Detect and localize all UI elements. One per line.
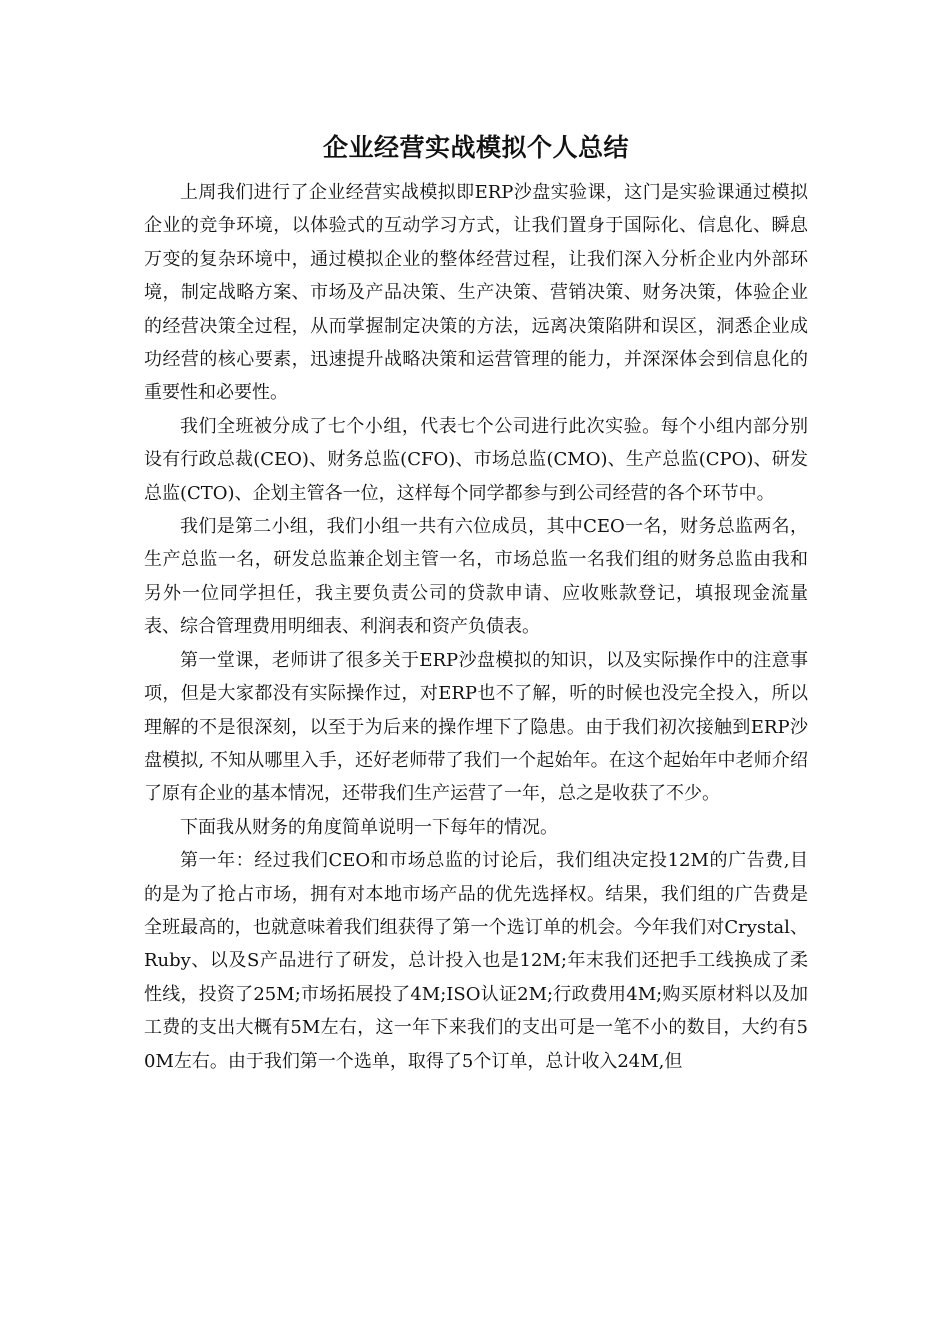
- document-body: [144, 128, 808, 1078]
- paragraph-year-one: 第一年：经过我们CEO和市场总监的讨论后，我们组决定投12M的广告费,目的是为了抢占市场，拥有对本地市场产品的优先选择权。结果，我们组的广告费是全班最高的，也就意味着我们组获得了第一个选订单的机会。今年我们对Crystal、Ruby、以及S产品进行了研发，总计投入也是12M;年末我们还把手工线换成了柔性线，投资了25M;市场拓展投了4M;ISO认证2M;行政费用4M;购买原材料以及加工费的支出大概有5M左右，这一年下来我们的支出可是一笔不小的数目，大约有50M左右。由于我们第一个选单，取得了5个订单，总计收入24M,但: [144, 850, 808, 1072]
- paragraph-intro: 上周我们进行了企业经营实战模拟即ERP沙盘实验课，这门是实验课通过模拟企业的竞争环境，以体验式的互动学习方式，让我们置身于国际化、信息化、瞬息万变的复杂环境中，通过模拟企业的整体经营过程，让我们深入分析企业内外部环境，制定战略方案、市场及产品决策、生产决策、营销决策、财务决策，体验企业的经营决策全过程，从而掌握制定决策的方法，远离决策陷阱和误区，洞悉企业成功经营的核心要素，迅速提升战略决策和运营管理的能力，并深深体会到信息化的重要性和必要性。: [144, 182, 808, 404]
- paragraph-first-class: 第一堂课，老师讲了很多关于ERP沙盘模拟的知识，以及实际操作中的注意事项，但是大家都没有实际操作过，对ERP也不了解，听的时候也没完全投入，所以理解的不是很深刻，以至于为后来的操作埋下了隐患。由于我们初次接触到ERP沙盘模拟, 不知从哪里入手，还好老师带了我们一个起始年。在这个起始年中老师介绍了原有企业的基本情况，还带我们生产运营了一年，总之是收获了不少。: [144, 649, 808, 805]
- paragraph-groups: 我们全班被分成了七个小组，代表七个公司进行此次实验。每个小组内部分别设有行政总裁(CEO)、财务总监(CFO)、市场总监(CMO)、生产总监(CPO)、研发总监(CTO)、企划主管各一位，这样每个同学都参与到公司经营的各个环节中。: [144, 415, 808, 504]
- paragraph-team-roles: 我们是第二小组，我们小组一共有六位成员，其中CEO一名，财务总监两名，生产总监一名，研发总监兼企划主管一名，市场总监一名我们组的财务总监由我和另外一位同学担任，我主要负责公司的贷款申请、应收账款登记，填报现金流量表、综合管理费用明细表、利润表和资产负债表。: [144, 516, 808, 638]
- document-title: 企业经营实战模拟个人总结: [322, 133, 629, 162]
- paragraph-finance-overview: 下面我从财务的角度简单说明一下每年的情况。: [180, 816, 558, 838]
